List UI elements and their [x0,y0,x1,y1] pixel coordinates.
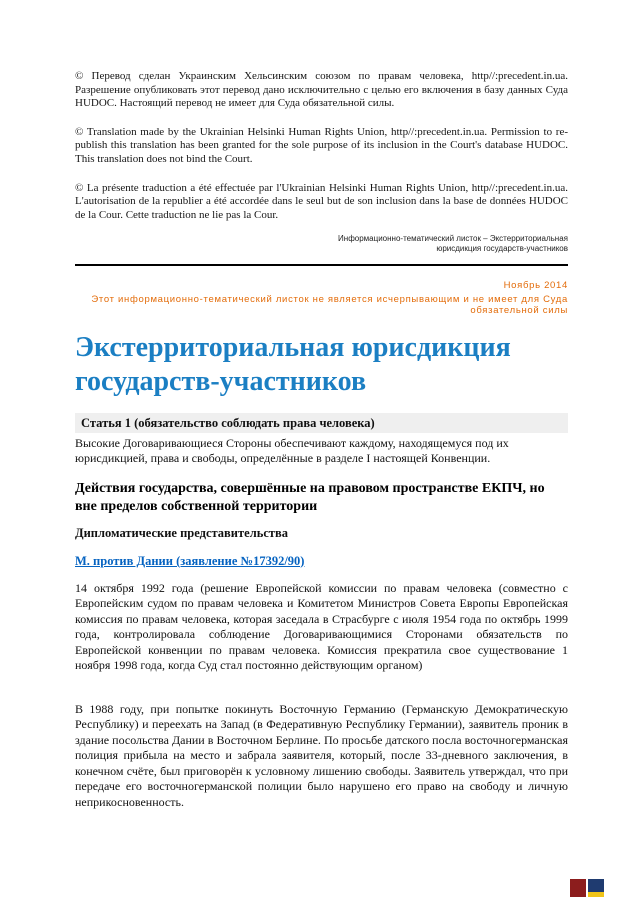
document-header-note: Информационно-тематический листок – Экстерриториальная юрисдикция государств-участников [338,234,568,254]
case-link-row [75,552,568,570]
copyright-notice-ru: © Перевод сделан Украинским Хельсинским союзом по правам человека, http//:precedent.in.ua. Разрешение опубликовать этот перевод дано исключительно с целью его включения в базу данных Суда HUDOC. Настоящий перевод не имеет для Суда обязательной силы. [75,70,568,110]
issue-date: Ноябрь 2014 [503,280,568,292]
logo-yellow-stripe [588,892,604,897]
page-title: Экстерриториальная юрисдикция государств-участников [75,331,511,397]
case-paragraph-2: В 1988 году, при попытке покинуть Восточную Германию (Германскую Демократическую Республику) и переехать на Запад (в Федеративную Республику Германии), заявитель проник в здание посольства Дании в Восточном Берлине. По просьбе датского посла восточногерманская полиция прибыла на место и забрала заявителя, который, после 33-дневного заключения, в конечном счёте, был приговорён к условному лишению свободы. Заявитель утверждал, что при передаче его восточногерманской полиции было нарушено его право на свободу и личную неприкосновенность. [75,701,568,809]
notice-block [75,280,568,317]
article1-heading: Статья 1 (обязательство соблюдать права человека) [75,413,568,433]
section-divider [75,264,568,266]
case-paragraph-1: 14 октября 1992 года (решение Европейской комиссии по правам человека (совместно с Европейским судом по правам человека и Комитетом Министров Совета Европы Европейская комиссия по правам человека, которая заседала в Страсбурге с июля 1954 года по октябрь 1999 года, контролировала соблюдение Договаривающимися Сторонами обязательств по Европейской конвенции по правам человека. Комиссия прекратила свое существование 1 ноября 1998 года, когда Суд стал постоянно действующим органом) [75,580,568,673]
section-heading: Действия государства, совершённые на правовом пространстве ЕКПЧ, но вне пределов собственной территории [75,480,545,514]
footer-logo [570,879,604,897]
disclaimer-text: Этот информационно-тематический листок не является исчерпывающим и не имеет для Суда обязательной силы [91,293,568,317]
logo-red-block [570,879,586,897]
case-link[interactable]: М. против Дании (заявление №17392/90) [75,553,305,568]
logo-blue-block [588,879,604,897]
article1-text: Высокие Договаривающиеся Стороны обеспечивают каждому, находящемуся под их юрисдикцией, права и свободы, определённые в разделе I настоящей Конвенции. [75,435,509,465]
copyright-notice-en: © Translation made by the Ukrainian Helsinki Human Rights Union, http//:precedent.in.ua. Permission to re-publish this translation has been granted for the sole purpose of its inclusion in the Court's database HUDOC. This translation does not bind the Court. [75,125,568,165]
subsection-heading: Дипломатические представительства [75,525,289,540]
copyright-notice-fr: © La présente traduction a été effectuée par l'Ukrainian Helsinki Human Rights Union, http//:precedent.in.ua. L'autorisation de la republier a été accordée dans le seul but de son inclusion dans la base de données HUDOC de la Cour. Cette traduction ne lie pas la Cour. [75,181,568,221]
